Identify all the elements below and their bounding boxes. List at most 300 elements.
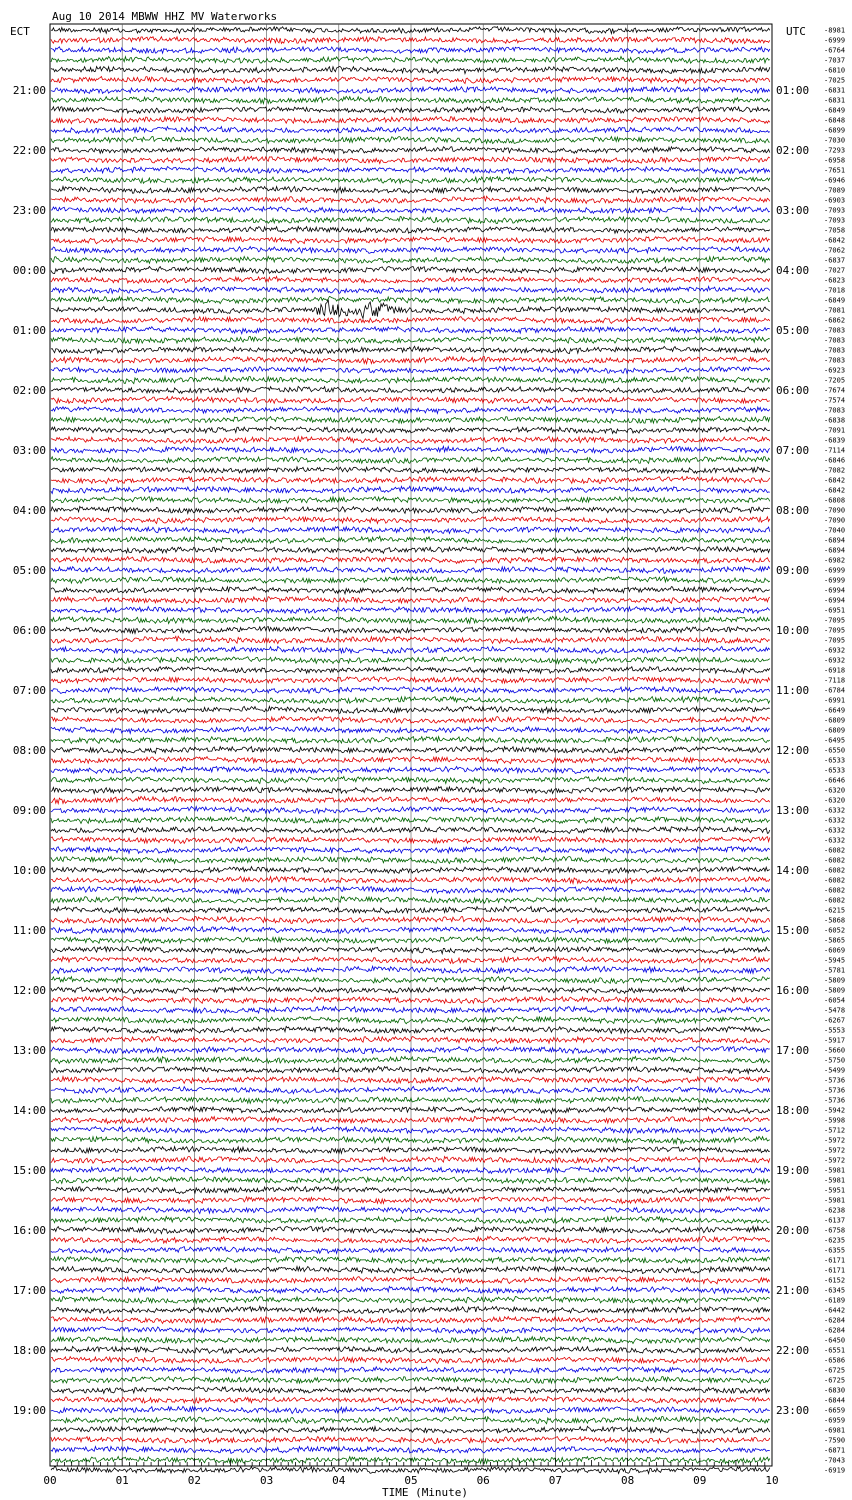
trace-row-133 xyxy=(51,1357,770,1364)
trace-row-128 xyxy=(51,1306,770,1313)
trace-row-105 xyxy=(51,1077,770,1084)
row-value-label: -6533 xyxy=(824,756,846,765)
trace-row-50 xyxy=(51,527,770,534)
row-value-label: -6932 xyxy=(824,646,846,655)
trace-row-86 xyxy=(51,887,770,894)
trace-row-114 xyxy=(51,1166,770,1173)
row-value-label: -6999 xyxy=(824,36,846,45)
trace-row-140 xyxy=(51,1426,770,1433)
trace-row-101 xyxy=(51,1037,770,1044)
ect-hour-label: 22:00 xyxy=(12,144,46,157)
trace-row-144 xyxy=(51,1467,770,1474)
ect-hour-label: 10:00 xyxy=(12,864,46,877)
trace-row-121 xyxy=(51,1236,770,1243)
utc-hour-label: 07:00 xyxy=(776,444,810,457)
trace-row-15 xyxy=(51,177,770,184)
trace-row-112 xyxy=(51,1147,770,1154)
row-value-label: -6082 xyxy=(824,856,846,865)
trace-row-13 xyxy=(51,156,770,163)
trace-row-30 xyxy=(51,327,770,334)
row-value-label: -6215 xyxy=(824,906,846,915)
x-tick-label: 05 xyxy=(404,1474,418,1487)
utc-hour-label: 13:00 xyxy=(776,804,810,817)
trace-row-45 xyxy=(51,477,770,484)
ect-hour-label: 14:00 xyxy=(12,1104,46,1117)
row-value-label: -7082 xyxy=(824,466,846,475)
trace-row-49 xyxy=(51,517,770,524)
row-value-label: -6171 xyxy=(824,1266,846,1275)
trace-row-87 xyxy=(51,897,770,904)
row-value-label: -6332 xyxy=(824,806,846,815)
row-value-label: -6951 xyxy=(824,606,846,615)
row-value-label: -6994 xyxy=(824,596,846,605)
row-value-label: -6903 xyxy=(824,196,846,205)
row-value-label: -7027 xyxy=(824,266,846,275)
row-value-label: -6999 xyxy=(824,576,846,585)
trace-row-142 xyxy=(51,1447,770,1454)
row-value-label: -6823 xyxy=(824,276,846,285)
row-value-label: -6894 xyxy=(824,536,846,545)
row-value-label: -7590 xyxy=(824,1436,846,1445)
row-value-label: -6838 xyxy=(824,416,846,425)
x-tick-label: 04 xyxy=(332,1474,346,1487)
row-value-label: -6189 xyxy=(824,1296,846,1305)
x-tick-label: 09 xyxy=(693,1474,707,1487)
row-value-label: -5499 xyxy=(824,1066,846,1075)
trace-row-99 xyxy=(51,1017,770,1024)
trace-row-40 xyxy=(51,427,770,434)
trace-row-33 xyxy=(51,357,770,364)
row-value-label: -6054 xyxy=(824,996,846,1005)
row-value-label: -7093 xyxy=(824,216,846,225)
row-value-label: -6830 xyxy=(824,1386,846,1395)
row-value-label: -7025 xyxy=(824,76,846,85)
x-tick-label: 02 xyxy=(187,1474,202,1487)
row-value-label: -5981 xyxy=(824,1196,846,1205)
row-value-label: -6550 xyxy=(824,746,846,755)
utc-hour-label: 19:00 xyxy=(776,1164,810,1177)
trace-row-115 xyxy=(51,1177,770,1184)
trace-row-130 xyxy=(51,1327,770,1334)
trace-row-48 xyxy=(51,506,770,513)
utc-hour-label: 11:00 xyxy=(776,684,810,697)
row-value-label: -7089 xyxy=(824,186,846,195)
row-value-label: -5736 xyxy=(824,1086,846,1095)
row-value-label: -6332 xyxy=(824,826,846,835)
trace-row-78 xyxy=(51,807,770,814)
trace-row-8 xyxy=(51,107,770,114)
trace-row-12 xyxy=(51,147,770,154)
row-value-label: -7043 xyxy=(824,1456,846,1465)
trace-row-43 xyxy=(51,456,770,463)
trace-row-21 xyxy=(51,237,770,244)
row-value-label: -6284 xyxy=(824,1316,846,1325)
trace-row-4 xyxy=(51,67,770,74)
trace-row-62 xyxy=(51,646,770,653)
row-value-label: -6810 xyxy=(824,66,846,75)
trace-row-32 xyxy=(51,346,770,353)
row-value-label: -7091 xyxy=(824,426,846,435)
row-value-label: -6082 xyxy=(824,846,846,855)
right-axis-label: UTC xyxy=(786,25,806,38)
row-value-label: -6052 xyxy=(824,926,846,935)
trace-row-124 xyxy=(51,1267,770,1274)
row-value-label: -7081 xyxy=(824,306,846,315)
trace-row-103 xyxy=(51,1057,770,1064)
trace-row-98 xyxy=(51,1006,770,1013)
ect-hour-label: 08:00 xyxy=(12,744,46,757)
utc-hour-label: 15:00 xyxy=(776,924,810,937)
row-value-label: -5553 xyxy=(824,1026,846,1035)
x-tick-label: 07 xyxy=(548,1474,563,1487)
trace-row-41 xyxy=(51,437,770,444)
row-value-label: -7083 xyxy=(824,406,846,415)
row-value-label: -6069 xyxy=(824,946,846,955)
trace-row-34 xyxy=(51,367,770,374)
trace-row-106 xyxy=(51,1086,770,1093)
trace-row-79 xyxy=(51,817,770,824)
x-tick-label: 01 xyxy=(115,1474,129,1487)
row-value-label: -6586 xyxy=(824,1356,846,1365)
utc-hour-label: 18:00 xyxy=(776,1104,810,1117)
trace-row-47 xyxy=(51,497,770,504)
ect-hour-label: 03:00 xyxy=(12,444,46,457)
trace-row-109 xyxy=(51,1117,770,1124)
row-value-label: -6332 xyxy=(824,816,846,825)
ect-hour-label: 15:00 xyxy=(12,1164,46,1177)
trace-row-22 xyxy=(51,247,770,254)
trace-row-64 xyxy=(51,667,770,674)
trace-row-102 xyxy=(51,1047,770,1054)
row-value-label: -5951 xyxy=(824,1186,846,1195)
trace-row-10 xyxy=(51,126,770,133)
row-value-label: -7083 xyxy=(824,336,846,345)
trace-row-44 xyxy=(51,467,770,474)
row-value-label: -6267 xyxy=(824,1016,846,1025)
trace-row-75 xyxy=(51,777,770,784)
row-value-label: -6659 xyxy=(824,1406,846,1415)
row-value-label: -6862 xyxy=(824,316,846,325)
utc-hour-label: 10:00 xyxy=(776,624,810,637)
trace-row-81 xyxy=(51,837,770,844)
trace-row-54 xyxy=(51,567,770,574)
ect-hour-label: 19:00 xyxy=(12,1404,46,1417)
utc-hour-labels xyxy=(776,84,809,1417)
row-value-label: -6495 xyxy=(824,736,846,745)
x-tick-label: 10 xyxy=(765,1474,779,1487)
utc-hour-label: 04:00 xyxy=(776,264,810,277)
trace-row-80 xyxy=(51,827,770,834)
utc-hour-label: 20:00 xyxy=(776,1224,810,1237)
row-value-label: -6919 xyxy=(824,1466,846,1475)
row-value-label: -7674 xyxy=(824,386,846,395)
row-value-label: -6842 xyxy=(824,476,846,485)
trace-row-117 xyxy=(51,1196,770,1203)
trace-row-74 xyxy=(51,767,770,774)
trace-row-19 xyxy=(51,217,770,224)
trace-row-11 xyxy=(51,137,770,144)
row-value-label: -5981 xyxy=(824,1176,846,1185)
trace-row-123 xyxy=(51,1257,770,1264)
row-value-label: -6871 xyxy=(824,1446,846,1455)
utc-hour-label: 05:00 xyxy=(776,324,810,337)
row-value-label: -6959 xyxy=(824,1416,846,1425)
ect-hour-label: 13:00 xyxy=(12,1044,46,1057)
trace-row-72 xyxy=(51,747,770,754)
row-value-label: -6082 xyxy=(824,866,846,875)
trace-row-57 xyxy=(51,596,770,603)
row-value-label: -6839 xyxy=(824,436,846,445)
trace-row-20 xyxy=(51,227,770,234)
trace-row-31 xyxy=(51,337,770,344)
trace-row-29 xyxy=(51,317,770,324)
row-value-label: -6982 xyxy=(824,556,846,565)
trace-row-116 xyxy=(51,1187,770,1194)
row-value-label: -6842 xyxy=(824,236,846,245)
trace-row-100 xyxy=(51,1026,770,1033)
row-value-label: -5736 xyxy=(824,1076,846,1085)
trace-row-90 xyxy=(51,927,770,934)
row-value-label: -7118 xyxy=(824,676,846,685)
row-value-label: -6923 xyxy=(824,366,846,375)
trace-row-60 xyxy=(51,627,770,634)
trace-row-82 xyxy=(51,847,770,854)
row-value-label: -5981 xyxy=(824,1166,846,1175)
trace-row-28 xyxy=(51,300,770,319)
utc-hour-label: 03:00 xyxy=(776,204,810,217)
trace-row-129 xyxy=(51,1317,770,1324)
ect-hour-label: 06:00 xyxy=(12,624,46,637)
row-value-label: -6999 xyxy=(824,566,846,575)
row-value-label: -6764 xyxy=(824,46,846,55)
trace-row-139 xyxy=(51,1417,770,1424)
utc-hour-label: 14:00 xyxy=(776,864,810,877)
trace-row-76 xyxy=(51,787,770,794)
trace-row-94 xyxy=(51,966,770,973)
row-value-label: -6784 xyxy=(824,686,846,695)
row-value-label: -6450 xyxy=(824,1336,846,1345)
trace-row-26 xyxy=(51,286,770,293)
trace-row-0 xyxy=(51,27,770,34)
row-value-label: -5917 xyxy=(824,1036,846,1045)
trace-row-56 xyxy=(51,587,770,594)
ect-hour-labels xyxy=(13,84,46,1417)
trace-row-27 xyxy=(51,297,770,304)
x-tick-label: 08 xyxy=(620,1474,635,1487)
trace-row-42 xyxy=(51,446,770,453)
trace-row-6 xyxy=(51,87,770,94)
row-value-label: -6837 xyxy=(824,256,846,265)
row-value-label: -5478 xyxy=(824,1006,846,1015)
left-axis-label: ECT xyxy=(10,25,30,38)
trace-row-18 xyxy=(51,206,770,213)
trace-row-97 xyxy=(51,997,770,1004)
row-value-label: -6808 xyxy=(824,496,846,505)
utc-hour-label: 12:00 xyxy=(776,744,810,757)
trace-row-122 xyxy=(51,1247,770,1254)
row-value-label: -5945 xyxy=(824,956,846,965)
trace-row-83 xyxy=(51,857,770,864)
row-value-label: -7651 xyxy=(824,166,846,175)
row-value-label: -6442 xyxy=(824,1306,846,1315)
trace-row-2 xyxy=(51,47,770,54)
trace-row-73 xyxy=(51,757,770,764)
row-value-label: -7037 xyxy=(824,56,846,65)
trace-row-134 xyxy=(51,1367,770,1374)
trace-row-68 xyxy=(51,706,770,713)
row-value-label: -6899 xyxy=(824,126,846,135)
row-value-label: -6345 xyxy=(824,1286,846,1295)
row-value-label: -5712 xyxy=(824,1126,846,1135)
utc-hour-label: 22:00 xyxy=(776,1344,810,1357)
ect-hour-label: 17:00 xyxy=(12,1284,46,1297)
row-value-label: -6849 xyxy=(824,296,846,305)
utc-hour-label: 09:00 xyxy=(776,564,810,577)
trace-row-66 xyxy=(51,687,770,694)
row-value-label: -6809 xyxy=(824,726,846,735)
trace-row-92 xyxy=(51,947,770,954)
row-value-label: -7018 xyxy=(824,286,846,295)
trace-row-143 xyxy=(51,1457,770,1464)
trace-row-52 xyxy=(51,547,770,554)
row-value-label: -7093 xyxy=(824,206,846,215)
utc-hour-label: 01:00 xyxy=(776,84,810,97)
trace-row-104 xyxy=(51,1067,770,1074)
trace-row-55 xyxy=(51,577,770,584)
ect-hour-label: 16:00 xyxy=(12,1224,46,1237)
utc-hour-label: 02:00 xyxy=(776,144,810,157)
trace-row-51 xyxy=(51,536,770,543)
trace-row-141 xyxy=(51,1437,770,1444)
row-value-label: -5736 xyxy=(824,1096,846,1105)
row-value-label: -7083 xyxy=(824,326,846,335)
row-value-label: -7090 xyxy=(824,516,846,525)
row-value-label: -6958 xyxy=(824,156,846,165)
trace-row-96 xyxy=(51,986,770,993)
ect-hour-label: 09:00 xyxy=(12,804,46,817)
trace-row-119 xyxy=(51,1216,770,1223)
trace-row-25 xyxy=(51,276,770,283)
utc-hour-label: 06:00 xyxy=(776,384,810,397)
row-value-label: -6831 xyxy=(824,86,846,95)
row-value-label: -5750 xyxy=(824,1056,846,1065)
utc-hour-label: 16:00 xyxy=(776,984,810,997)
ect-hour-label: 11:00 xyxy=(12,924,46,937)
row-value-label: -5972 xyxy=(824,1146,846,1155)
row-value-label: -6918 xyxy=(824,666,846,675)
row-value-label: -5998 xyxy=(824,1116,846,1125)
row-value-label: -5660 xyxy=(824,1046,846,1055)
row-value-label: -7095 xyxy=(824,616,846,625)
trace-row-39 xyxy=(51,417,770,424)
trace-row-69 xyxy=(51,717,770,724)
row-value-label: -5868 xyxy=(824,916,846,925)
ect-hour-label: 07:00 xyxy=(12,684,46,697)
trace-row-77 xyxy=(51,796,770,803)
row-value-label: -5972 xyxy=(824,1156,846,1165)
row-value-label: -5781 xyxy=(824,966,846,975)
trace-row-35 xyxy=(51,376,770,383)
row-value-label: -6320 xyxy=(824,796,846,805)
row-value-label: -6355 xyxy=(824,1246,846,1255)
trace-row-23 xyxy=(51,256,770,263)
row-value-label: -7205 xyxy=(824,376,846,385)
trace-row-58 xyxy=(51,607,770,614)
trace-row-138 xyxy=(51,1406,770,1413)
trace-row-135 xyxy=(51,1377,770,1384)
utc-hour-label: 21:00 xyxy=(776,1284,810,1297)
row-value-label: -6649 xyxy=(824,706,846,715)
row-value-label: -6533 xyxy=(824,766,846,775)
ect-hour-label: 04:00 xyxy=(12,504,46,517)
seismic-traces xyxy=(51,27,770,1474)
row-value-label: -6235 xyxy=(824,1236,846,1245)
row-value-label: -7574 xyxy=(824,396,846,405)
trace-row-127 xyxy=(51,1297,770,1304)
trace-row-107 xyxy=(51,1097,770,1104)
row-value-label: -6238 xyxy=(824,1206,846,1215)
row-value-label: -6894 xyxy=(824,546,846,555)
row-value-label: -6082 xyxy=(824,896,846,905)
trace-row-137 xyxy=(51,1397,770,1404)
row-value-label: -6646 xyxy=(824,776,846,785)
trace-row-120 xyxy=(51,1226,770,1233)
row-value-label: -5972 xyxy=(824,1136,846,1145)
trace-row-131 xyxy=(51,1337,770,1344)
trace-row-125 xyxy=(51,1277,770,1284)
row-value-label: -6994 xyxy=(824,586,846,595)
x-tick-label: 03 xyxy=(259,1474,274,1487)
row-value-label: -5942 xyxy=(824,1106,846,1115)
utc-hour-label: 23:00 xyxy=(776,1404,810,1417)
row-value-label: -5809 xyxy=(824,986,846,995)
row-value-label: -6725 xyxy=(824,1366,846,1375)
row-value-label: -6849 xyxy=(824,106,846,115)
trace-row-63 xyxy=(51,657,770,664)
row-value-label: -6991 xyxy=(824,696,846,705)
trace-row-85 xyxy=(51,877,770,884)
row-value-label: -7083 xyxy=(824,346,846,355)
row-value-label: -5809 xyxy=(824,976,846,985)
trace-row-70 xyxy=(51,727,770,734)
row-value-label: -6284 xyxy=(824,1326,846,1335)
utc-hour-label: 08:00 xyxy=(776,504,810,517)
row-value-label: -6946 xyxy=(824,176,846,185)
row-value-label: -7040 xyxy=(824,526,846,535)
row-value-label: -6082 xyxy=(824,886,846,895)
row-value-label: -6846 xyxy=(824,456,846,465)
trace-row-36 xyxy=(51,386,770,393)
row-value-label: -7293 xyxy=(824,146,846,155)
row-value-label: -6981 xyxy=(824,1426,846,1435)
trace-row-84 xyxy=(51,867,770,874)
ect-hour-label: 21:00 xyxy=(12,84,46,97)
x-tick-label: 00 xyxy=(43,1474,57,1487)
row-value-label: -7030 xyxy=(824,136,846,145)
trace-row-118 xyxy=(51,1207,770,1214)
row-value-labels xyxy=(824,27,845,1475)
row-value-label: -7095 xyxy=(824,626,846,635)
row-value-label: -7083 xyxy=(824,356,846,365)
row-value-label: -6831 xyxy=(824,96,846,105)
trace-row-67 xyxy=(51,697,770,704)
row-value-label: -6842 xyxy=(824,486,846,495)
trace-row-17 xyxy=(51,196,770,203)
row-value-label: -6152 xyxy=(824,1276,846,1285)
trace-row-93 xyxy=(51,957,770,964)
row-value-label: -7090 xyxy=(824,506,846,515)
row-value-label: -6551 xyxy=(824,1346,846,1355)
